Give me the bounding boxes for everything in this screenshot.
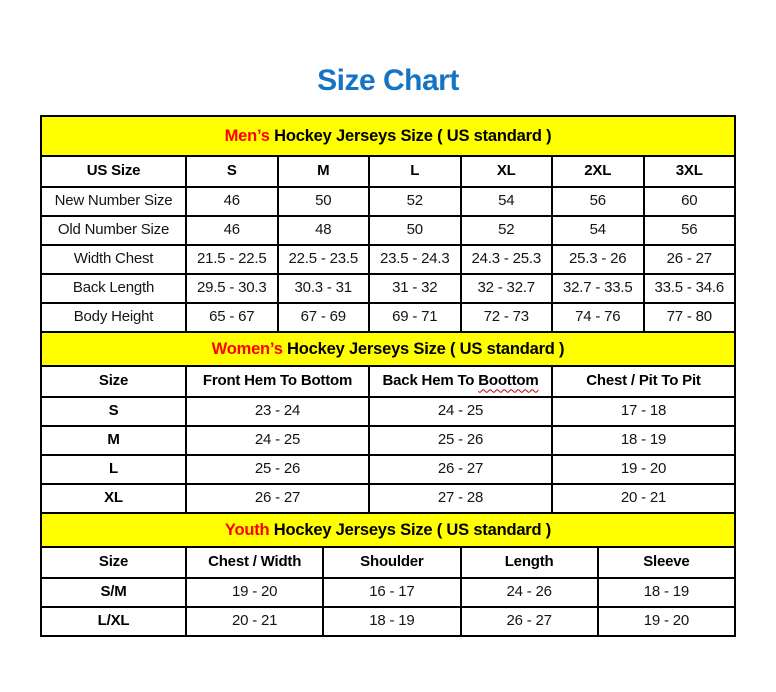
cell-value: 30.3 - 31 <box>278 274 370 303</box>
column-header: Chest / Pit To Pit <box>552 366 735 397</box>
column-header: M <box>278 156 370 187</box>
cell-value: 24 - 25 <box>369 397 552 426</box>
row-label: New Number Size <box>41 187 186 216</box>
cell-value: 20 - 21 <box>552 484 735 513</box>
table-row <box>41 216 735 245</box>
page-title: Size Chart <box>317 64 459 97</box>
cell-value: 21.5 - 22.5 <box>186 245 278 274</box>
table-row <box>41 303 735 332</box>
table-row <box>41 578 735 607</box>
cell-value: 17 - 18 <box>552 397 735 426</box>
table-row <box>41 455 735 484</box>
youth-size-table <box>40 512 736 637</box>
cell-value: 29.5 - 30.3 <box>186 274 278 303</box>
table-row <box>41 426 735 455</box>
column-header: Size <box>41 547 186 578</box>
cell-value: 65 - 67 <box>186 303 278 332</box>
size-chart <box>40 115 736 637</box>
row-label: Old Number Size <box>41 216 186 245</box>
cell-value: 69 - 71 <box>369 303 461 332</box>
cell-value: 46 <box>186 216 278 245</box>
table-row <box>41 274 735 303</box>
womens-heading-highlight: Women’s <box>211 339 283 358</box>
column-header: Size <box>41 366 186 397</box>
cell-value: 54 <box>461 187 553 216</box>
row-label: M <box>41 426 186 455</box>
column-header: Sleeve <box>598 547 735 578</box>
cell-value: 25 - 26 <box>369 426 552 455</box>
column-header: Shoulder <box>323 547 460 578</box>
table-row <box>41 187 735 216</box>
row-label: Width Chest <box>41 245 186 274</box>
cell-value: 33.5 - 34.6 <box>644 274 736 303</box>
misspelled-word: Boottom <box>478 372 539 390</box>
womens-size-table <box>40 331 736 514</box>
cell-value: 26 - 27 <box>369 455 552 484</box>
column-header: Length <box>461 547 598 578</box>
column-header: XL <box>461 156 553 187</box>
column-header: Back Hem To Boottom <box>369 366 552 397</box>
column-header: 2XL <box>552 156 644 187</box>
cell-value: 20 - 21 <box>186 607 323 636</box>
table-row <box>41 484 735 513</box>
cell-value: 56 <box>644 216 736 245</box>
cell-value: 26 - 27 <box>461 607 598 636</box>
cell-value: 26 - 27 <box>644 245 736 274</box>
cell-value: 50 <box>369 216 461 245</box>
cell-value: 72 - 73 <box>461 303 553 332</box>
cell-value: 32.7 - 33.5 <box>552 274 644 303</box>
cell-value: 16 - 17 <box>323 578 460 607</box>
table-row <box>41 397 735 426</box>
column-header: S <box>186 156 278 187</box>
cell-value: 54 <box>552 216 644 245</box>
cell-value: 24.3 - 25.3 <box>461 245 553 274</box>
mens-section-heading: Men’s Hockey Jerseys Size ( US standard ) <box>41 116 735 156</box>
row-label: S/M <box>41 578 186 607</box>
cell-value: 22.5 - 23.5 <box>278 245 370 274</box>
cell-value: 27 - 28 <box>369 484 552 513</box>
row-label: XL <box>41 484 186 513</box>
column-header: Chest / Width <box>186 547 323 578</box>
cell-value: 19 - 20 <box>186 578 323 607</box>
table-row <box>41 245 735 274</box>
row-label: L/XL <box>41 607 186 636</box>
cell-value: 32 - 32.7 <box>461 274 553 303</box>
cell-value: 31 - 32 <box>369 274 461 303</box>
row-label: Back Length <box>41 274 186 303</box>
table-row <box>41 607 735 636</box>
column-header: L <box>369 156 461 187</box>
mens-heading-highlight: Men’s <box>224 126 270 145</box>
youth-section-heading: Youth Hockey Jerseys Size ( US standard ) <box>41 513 735 547</box>
cell-value: 48 <box>278 216 370 245</box>
cell-value: 18 - 19 <box>323 607 460 636</box>
cell-value: 74 - 76 <box>552 303 644 332</box>
youth-heading-highlight: Youth <box>224 520 270 539</box>
cell-value: 19 - 20 <box>552 455 735 484</box>
row-label: L <box>41 455 186 484</box>
womens-section-heading: Women’s Hockey Jerseys Size ( US standard ) <box>41 332 735 366</box>
cell-value: 52 <box>369 187 461 216</box>
cell-value: 24 - 25 <box>186 426 369 455</box>
row-label: S <box>41 397 186 426</box>
cell-value: 46 <box>186 187 278 216</box>
cell-value: 77 - 80 <box>644 303 736 332</box>
mens-size-table <box>40 115 736 333</box>
column-header: Front Hem To Bottom <box>186 366 369 397</box>
cell-value: 23 - 24 <box>186 397 369 426</box>
column-header: US Size <box>41 156 186 187</box>
cell-value: 24 - 26 <box>461 578 598 607</box>
cell-value: 56 <box>552 187 644 216</box>
cell-value: 18 - 19 <box>552 426 735 455</box>
column-header: 3XL <box>644 156 736 187</box>
cell-value: 19 - 20 <box>598 607 735 636</box>
cell-value: 25.3 - 26 <box>552 245 644 274</box>
cell-value: 50 <box>278 187 370 216</box>
cell-value: 25 - 26 <box>186 455 369 484</box>
cell-value: 18 - 19 <box>598 578 735 607</box>
cell-value: 60 <box>644 187 736 216</box>
cell-value: 23.5 - 24.3 <box>369 245 461 274</box>
cell-value: 67 - 69 <box>278 303 370 332</box>
row-label: Body Height <box>41 303 186 332</box>
cell-value: 52 <box>461 216 553 245</box>
cell-value: 26 - 27 <box>186 484 369 513</box>
